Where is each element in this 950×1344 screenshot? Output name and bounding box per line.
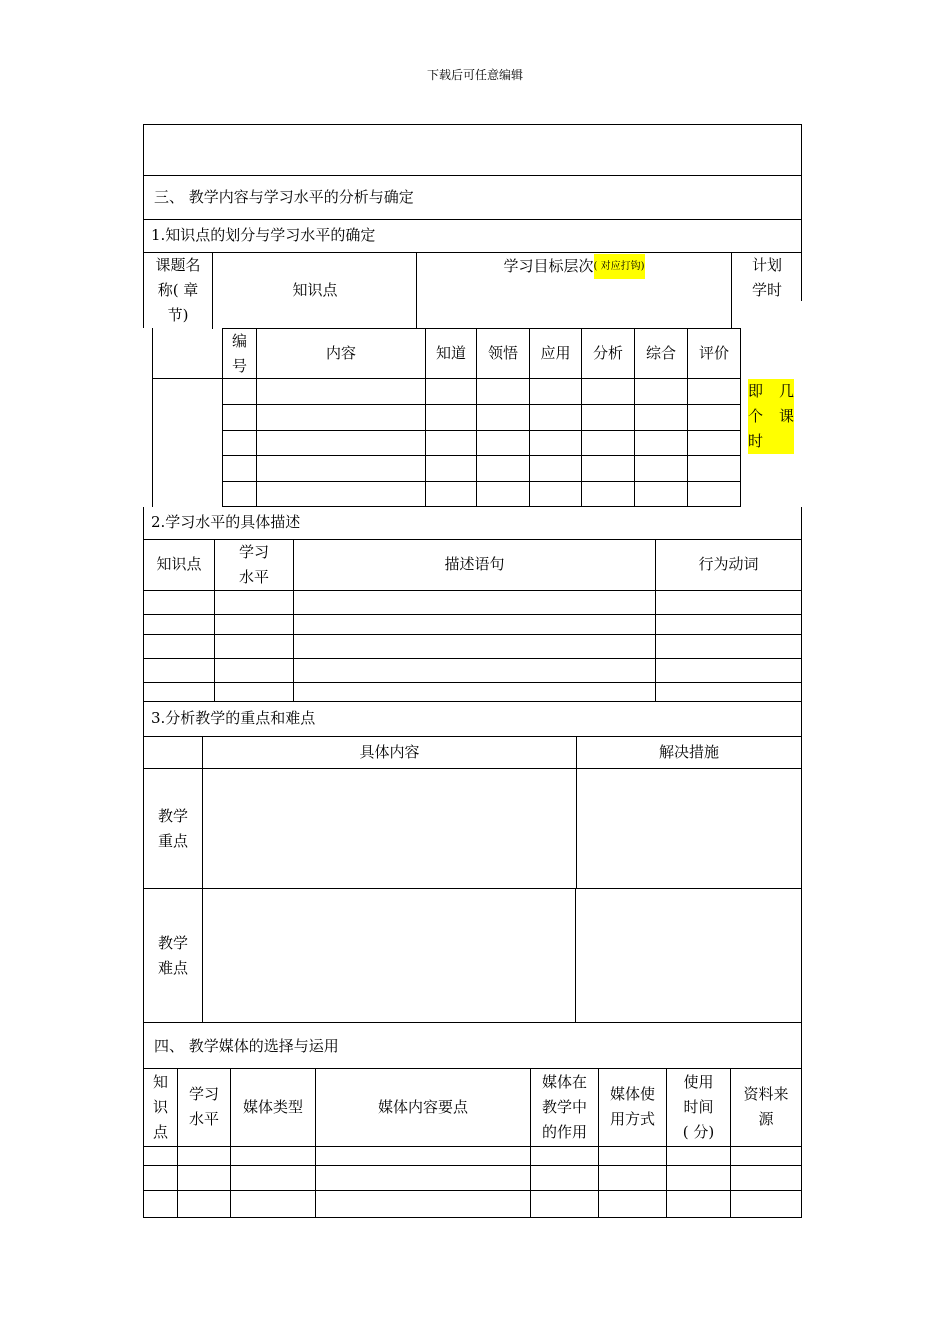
- grid-top: [222, 328, 741, 329]
- objective-note: ( 对应打钩): [594, 254, 645, 279]
- section3-title: 三、 教学内容与学习水平的分析与确定: [154, 188, 414, 206]
- p3-col-measure: 解决措施: [658, 743, 719, 761]
- grid-hline: [222, 455, 741, 456]
- frame-left-mid: [152, 328, 153, 507]
- vline: [575, 888, 576, 1023]
- vline: [202, 736, 203, 1023]
- hline: [143, 658, 802, 659]
- level-analyze: 分析: [592, 344, 623, 362]
- hline: [143, 590, 802, 591]
- level-synthesize: 综合: [645, 344, 676, 362]
- hline: [143, 219, 802, 220]
- grid-hline: [222, 481, 741, 482]
- sub-col-content: 内容: [325, 344, 356, 362]
- hline: [143, 1146, 802, 1147]
- p3-row-key: 教学 重点: [157, 807, 188, 850]
- part3-title: 3.分析教学的重点和难点: [151, 709, 316, 727]
- hline: [143, 736, 802, 737]
- p3-col-content: 具体内容: [359, 743, 420, 761]
- grid-vline: [740, 328, 741, 507]
- part2-title: 2.学习水平的具体描述: [151, 513, 301, 531]
- hline: [143, 1022, 802, 1023]
- hline: [143, 634, 802, 635]
- vline: [212, 252, 213, 329]
- p2-col-verb: 行为动词: [698, 555, 759, 573]
- header-note: 下载后可任意编辑: [426, 68, 523, 82]
- hline: [143, 682, 802, 683]
- hline: [143, 614, 802, 615]
- col-objective: 学习目标层次 ( 对应打钩): [418, 254, 730, 279]
- p3-row-difficult: 教学 难点: [157, 934, 188, 977]
- col-knowledge: 知识点: [292, 281, 338, 299]
- frame-left-upper: [143, 124, 144, 328]
- level-apply: 应用: [540, 344, 571, 362]
- hline: [143, 1165, 802, 1166]
- grid-hline: [222, 430, 741, 431]
- frame-right-upper: [801, 124, 802, 301]
- grid-bottom: [222, 506, 741, 507]
- sub-col-number: 编 号: [231, 331, 247, 375]
- s4-col-usage: 媒体使 用方式: [609, 1085, 655, 1128]
- s4-col-media-points: 媒体内容要点: [377, 1097, 468, 1116]
- frame-bottom: [143, 1217, 802, 1218]
- part1-title: 1.知识点的划分与学习水平的确定: [151, 226, 376, 244]
- vline: [416, 252, 417, 329]
- s4-col-knowledge: 知 识 点: [152, 1072, 168, 1141]
- hours-note: 即 几 个 课 时: [748, 379, 794, 454]
- section4-title: 四、 教学媒体的选择与运用: [154, 1037, 339, 1055]
- hline: [143, 888, 802, 889]
- vline: [731, 252, 732, 329]
- hline: [143, 252, 802, 253]
- s4-col-source: 资料来 源: [743, 1085, 789, 1128]
- frame-top: [143, 124, 802, 125]
- hline: [143, 701, 802, 702]
- p2-col-desc: 描述语句: [444, 555, 505, 573]
- s4-col-level: 学习 水平: [188, 1085, 219, 1128]
- level-comprehend: 领悟: [487, 344, 518, 362]
- level-evaluate: 评价: [698, 344, 729, 362]
- s4-col-time: 使用 时间 ( 分): [682, 1072, 715, 1141]
- hline: [143, 1190, 802, 1191]
- hline: [143, 768, 802, 769]
- hline: [143, 175, 802, 176]
- level-know: 知道: [435, 344, 466, 362]
- s4-col-media-role: 媒体在 教学中 的作用: [541, 1072, 587, 1141]
- col-hours: 计划 学时: [751, 256, 782, 299]
- s4-col-media-type: 媒体类型: [242, 1097, 303, 1116]
- p2-col-level: 学习 水平: [238, 543, 269, 586]
- grid-hline: [222, 404, 741, 405]
- p2-col-knowledge: 知识点: [156, 555, 202, 573]
- col-chapter: 课题名 称( 章 节): [155, 256, 201, 324]
